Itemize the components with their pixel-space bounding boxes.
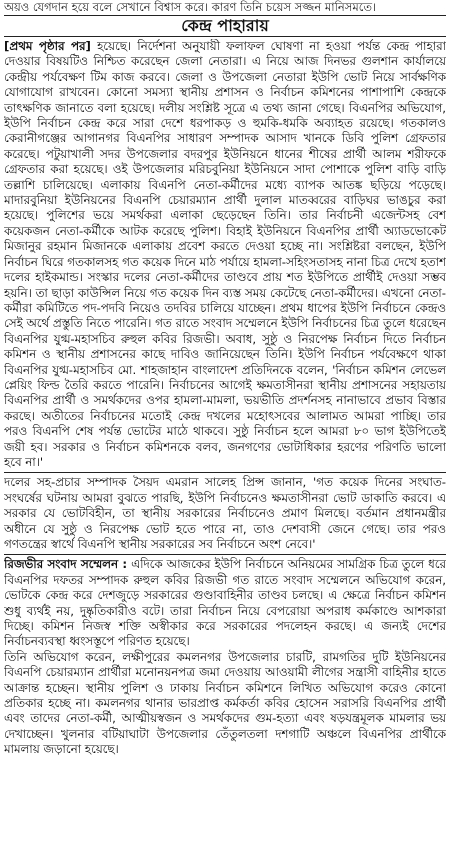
paragraph-1-text: হয়েছে। নির্দেশনা অনুযায়ী ফলাফল ঘোষণা না হওয়া পর্যন্ত কেন্দ্র পাহারা দেওয়ার বিষয়টিও নিশ্চিত করেছেন জেলা নেতারা। এ নিয়ে আজ দিনভর গুলশান কার্যালয়ে কেন্দ্রীয় পর্যবেক্ষণ টিম কাজ করবে। জেলা ও উপজেলা নেতারা ইউপি ভোট নিয়ে সার্বক্ষণিক যোগাযোগ রাখবেন। কোনো সমস্যা স্থানীয় প্রশাসন ও নির্বাচন কমিশনের পাশাপাশি কেন্দ্রকে তাৎক্ষণিক জানাতে বলা হয়েছে। দলীয় সংশ্লিষ্ট সূত্রে এ তথ্য জানা গেছে। বিএনপির অভিযোগ, ইউপি নির্বাচন কেন্দ্র করে সারা দেশে ধরপাকড় ও হুমকি-ধমকি অব্যাহত রয়েছে। গতকালও কেরানীগঞ্জের আগানগর বিএনপির সাধারণ সম্পাদক আসাদ খানকে ডিবি পুলিশ গ্রেফতার করেছে। পটুয়াখালী সদর উপজেলার বদরপুর ইউনিয়নে ধানের শীষের প্রার্থী আলম শরীফকে গ্রেফতার করা হয়েছে। ওই উপজেলার মরিচবুনিয়া ইউনিয়নে সাদা পোশাকে পুলিশ বাড়ি বাড়ি তল্লাশি চালিয়েছে। এলাকায় বিএনপি নেতা-কর্মীদের মধ্যে ব্যাপক আতঙ্ক ছড়িয়ে পড়েছে। মাদারবুনিয়া ইউনিয়নের বিএনপি চেয়ারম্যান প্রার্থী দুলাল মাতব্বরের বাড়িঘর ভাঙচুর করা হয়েছে। পুলিশের ভয়ে সমর্থকরা এলাকা ছেড়েছেন তিনি। তার নির্বাচনী এজেন্টসহ বেশ কয়েকজন নেতা-কর্মীকে আটক করেছে পুলিশ। বিহাই ইউনিয়নে বিএনপির প্রার্থী অ্যাডভোকেট মিজানুর রহমান মিজানকে এলাকায় প্রবেশ করতে দেওয়া হচ্ছে না। সংশ্লিষ্টরা বলছেন, ইউপি নির্বাচন ঘিরে গতকালসহ গত কয়েক দিনে মাঠ পর্যায়ে হামলা-সহিংসতাসহ নানা চিত্র দেখে হতাশ দলের হাইকমান্ড। সংস্কার দলের নেতা-কর্মীদের তাণ্ডবে প্রায় শত ইউপিতে প্রার্থীই দেওয়া সম্ভব হয়নি। তা ছাড়া কাউন্সিল নিয়ে গত কয়েক দিন ব্যস্ত সময় কেটেছে নেতা-কর্মীদের। এখনো নেতা-কর্মীরা কমিটিতে পদ-পদবি নিয়েও তদবির চালিয়ে যাচ্ছেন। প্রথম ধাপের ইউপি নির্বাচনে কেন্দ্রও সেই অর্থে প্রস্তুতি নিতে পারেনি। গত রাতে সংবাদ সম্মেলনে ইউপি নির্বাচনের চিত্র তুলে ধরেছেন বিএনপির যুগ্ম-মহাসচিব রুহুল কবির রিজভী। অবাধ, সুষ্ঠু ও নিরপেক্ষ নির্বাচন দিতে নির্বাচন কমিশন ও স্থানীয় প্রশাসনের কাছে দাবিও জানিয়েছেন তিনি। ইউপি নির্বাচন পর্যবেক্ষণে থাকা বিএনপির যুগ্ম-মহাসচিব মো. শাহজাহান বাংলাদেশ প্রতিদিনকে বলেন, 'নির্বাচন কমিশন লেভেল প্লেয়িং ফিল্ড তৈরি করতে পারেনি। নির্বাচনের আগেই ক্ষমতাসীনরা স্থানীয় প্রশাসনের সহায়তায় বিএনপির প্রার্থী ও সমর্থকদের ওপর হামলা-মামলা, ভয়ভীতি প্রদর্শনসহ নানাভাবে প্রভাব বিস্তার করছে। অতীতের নির্বাচনের মতোই কেন্দ্র দখলের মহোৎসবের আলামত আমরা পাচ্ছি। তার পরও বিএনপি শেষ পর্যন্ত ভোটের মাঠে থাকবে। সুষ্ঠু নির্বাচন হলে আমরা ৮০ ভাগ ইউপিতেই জয়ী হব। সরকার ও নির্বাচন কমিশনকে বলব, জনগণের ভোটাধিকার হরণের পরিণতি ভালো হবে না।' xyxy=(4,39,446,469)
divider xyxy=(4,472,446,473)
previous-article-tail: অয়ও যেগদান হয়ে বলে সেখানে বিশ্বাস করে। কারণ তিনি চয়েস সজ্জন মানিসমতে। xyxy=(4,0,377,14)
sub-heading: রিজভীর সংবাদ সম্মেলন : xyxy=(4,557,128,572)
paragraph-4: তিনি অভিযোগ করেন, লক্ষীপুরের কমলনগর উপজেলার চারটি, রামগতির দুটি ইউনিয়নের বিএনপি চেয়ারম্যান প্রার্থীরা মনোনয়নপত্র জমা দেওয়ায় আওয়ামী লীগের সন্ত্রাসী বাহিনীর হাতে আক্রান্ত হচ্ছেন। স্থানীয় পুলিশ ও ঢাকায় নির্বাচন কমিশনে লিখিত অভিযোগ করেও কোনো প্রতিকার হচ্ছে না। কমলনগর থানার ভারপ্রাপ্ত কর্মকর্তা কবির হোসেন সরাসরি বিএনপির প্রার্থী এবং তাদের নেতা-কর্মী, আত্মীয়স্বজন ও সমর্থকদের গুম-হত্যা এবং ষড়যন্ত্রমূলক মামলার ভয় দেখাচ্ছেন। খুলনার বটিয়াঘাটা উপজেলার তেঁতুলতলা দশগাটি অঞ্চলে বিএনপির প্রার্থীকে মামলায় জড়ানো হয়েছে। xyxy=(4,649,446,757)
article-headline: কেন্দ্র পাহারায় xyxy=(4,15,446,37)
article-body xyxy=(4,39,446,839)
paragraph-3 xyxy=(4,557,446,649)
continuation-tag: [প্রথম পৃষ্ঠার পর] xyxy=(4,39,91,53)
divider xyxy=(4,554,446,555)
paragraph-2: দলের সহ-প্রচার সম্পাদক সৈয়দ এমরান সালেহ প্রিন্স জানান, 'গত কয়েক দিনের সংঘাত-সংঘর্ষের ঘটনায় আমরা বুঝতে পারছি, ইউপি নির্বাচনেও ক্ষমতাসীনরা ভোট ডাকাতি করবে। এ সরকার যে ভোটবিহীন, তা স্থানীয় সরকারের নির্বাচনেও প্রমাণ মিলছে। বর্তমান প্রধানমন্ত্রীর অধীনে যে সুষ্ঠু ও নিরপেক্ষ ভোট হতে পারে না, তাও দেশবাসী জেনে গেছে। তার পরও গণতন্ত্রের স্বার্থে বিএনপি স্থানীয় সরকারের সব নির্বাচনে অংশ নেবে।' xyxy=(4,475,446,551)
paragraph-1 xyxy=(4,39,446,470)
paragraph-3-text: এদিকে আজকের ইউপি নির্বাচনে অনিয়মের সামগ্রিক চিত্র তুলে ধরে বিএনপির দফতর সম্পাদক রুহুল কবির রিজভী গত রাতে সংবাদ সম্মেলনে অভিযোগ করেন, ভোটকে কেন্দ্র করে দেশজুড়ে সরকারের গুণ্ডাবাহিনীর তাণ্ডব চলছে। এ ক্ষেত্রে নির্বাচন কমিশন শুধু ব্যর্থই নয়, দুষ্কৃতিকারীও বটে। তারা নির্বাচন নিয়ে বেপরোয়া অপরাধ কর্মকাণ্ডে আশকারা দিচ্ছে। কমিশন নিজস্ব শক্তি অস্বীকার করে সরকারের পদলেহন করছে। এ জন্যই দেশের নির্বাচনব্যবস্থা ধ্বংসস্তূপে পরিণত হয়েছে। xyxy=(4,557,446,649)
